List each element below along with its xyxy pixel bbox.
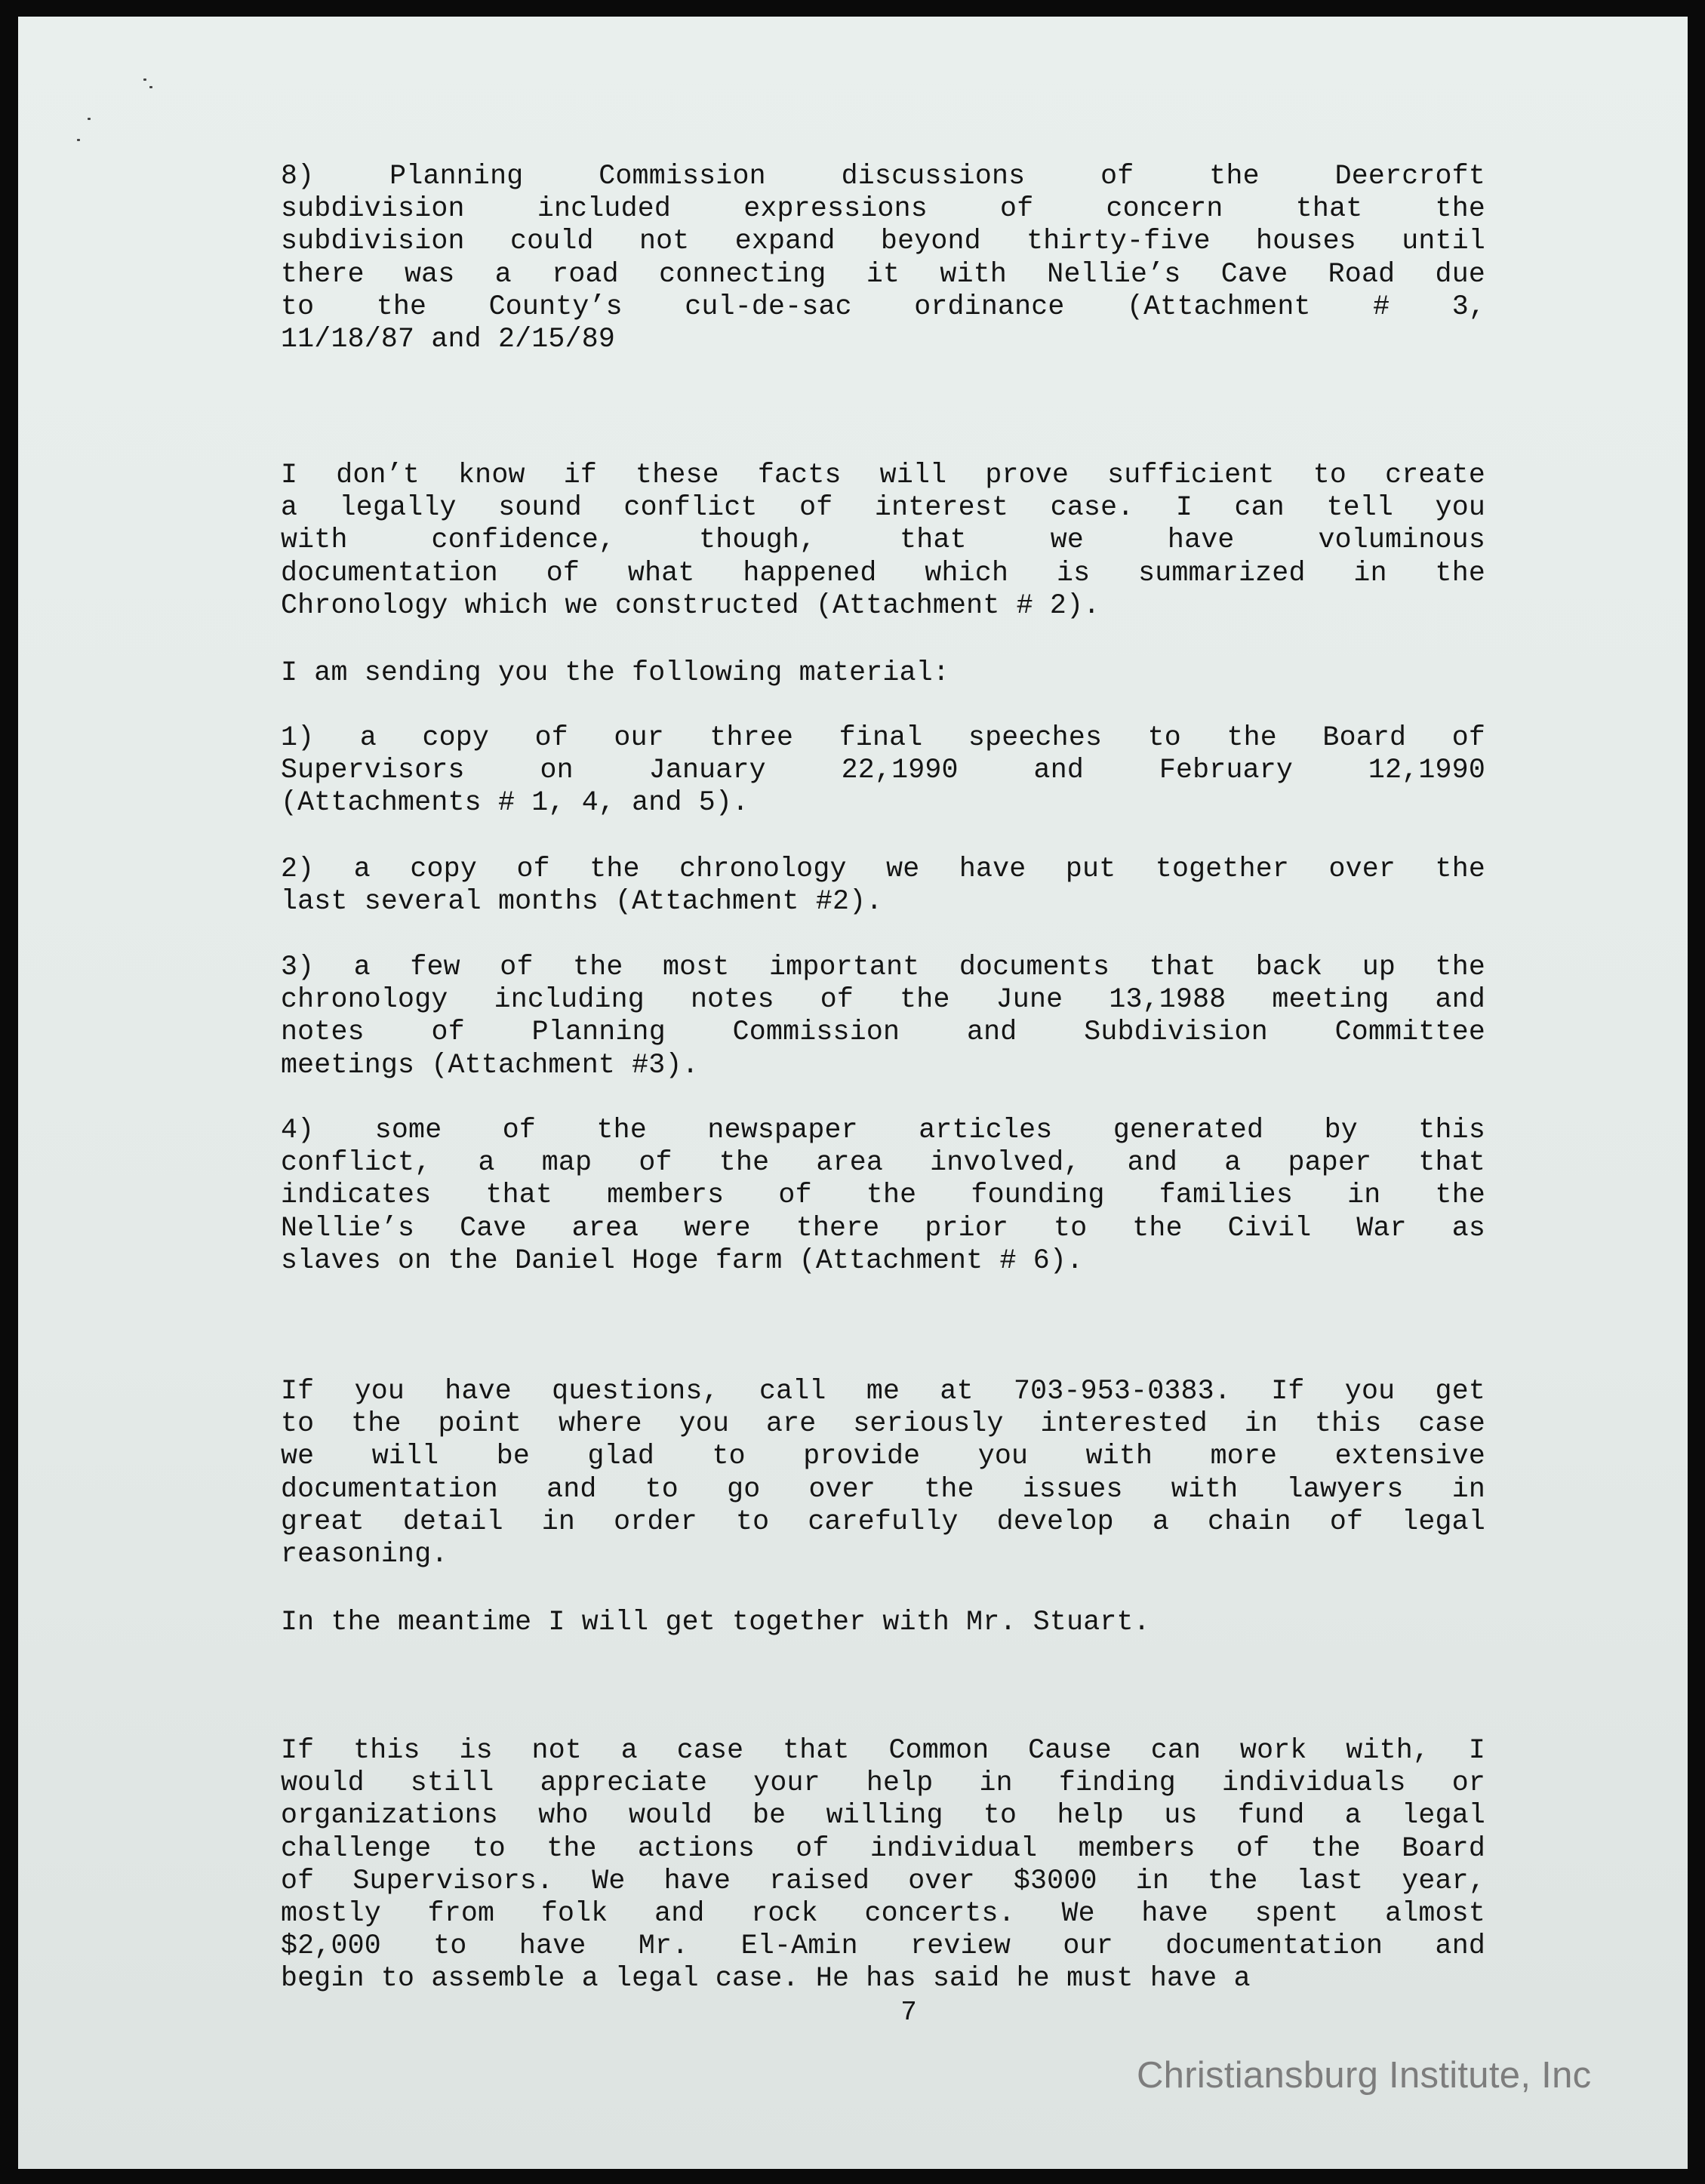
paragraph-common-cause bbox=[281, 1734, 1485, 1995]
paragraph-questions bbox=[281, 1375, 1485, 1570]
text-line: slaves on the Daniel Hoge farm (Attachment # 6). bbox=[281, 1244, 1084, 1276]
text-line: with confidence, though, that we have voluminous bbox=[281, 524, 1485, 556]
text-line: 3) a few of the most important documents that back up the bbox=[281, 952, 1485, 983]
text-line: If this is not a case that Common Cause can work with, I bbox=[281, 1735, 1485, 1766]
page-number: 7 bbox=[900, 1997, 917, 2028]
text-line: 1) a copy of our three final speeches to the Board of bbox=[281, 722, 1485, 753]
text-line: chronology including notes of the June 13,1988 meeting and bbox=[281, 984, 1485, 1016]
text-line: reasoning. bbox=[281, 1539, 448, 1570]
text-line: meetings (Attachment #3). bbox=[281, 1049, 699, 1081]
text-line: subdivision included expressions of concern that the bbox=[281, 193, 1485, 225]
text-line: would still appreciate your help in finding individuals or bbox=[281, 1767, 1485, 1799]
text-line: 4) some of the newspaper articles generated by this bbox=[281, 1115, 1485, 1146]
paragraph-item-2 bbox=[281, 853, 1485, 918]
text-line: great detail in order to carefully develop a chain of legal bbox=[281, 1506, 1485, 1537]
scan-speck bbox=[143, 78, 146, 81]
text-line: documentation and to go over the issues with lawyers in bbox=[281, 1473, 1485, 1505]
text-line: conflict, a map of the area involved, and a paper that bbox=[281, 1147, 1485, 1179]
text-line: begin to assemble a legal case. He has said he must have a bbox=[281, 1963, 1251, 1995]
text-line: to the County’s cul-de-sac ordinance (Attachment # 3, bbox=[281, 291, 1485, 322]
text-line: challenge to the actions of individual members of the Board bbox=[281, 1832, 1485, 1864]
text-line: 11/18/87 and 2/15/89 bbox=[281, 324, 616, 355]
text-line: $2,000 to have Mr. El-Amin review our documentation and bbox=[281, 1930, 1485, 1962]
paragraph-facts bbox=[281, 459, 1485, 622]
text-line: we will be glad to provide you with more extensive bbox=[281, 1441, 1485, 1472]
watermark: Christiansburg Institute, Inc bbox=[1137, 2055, 1592, 2096]
text-line: 2) a copy of the chronology we have put together over the bbox=[281, 854, 1485, 884]
paragraph-meantime bbox=[281, 1606, 1485, 1638]
scan-speck bbox=[88, 118, 91, 120]
text-line: Supervisors on January 22,1990 and February 12,1990 bbox=[281, 755, 1485, 786]
scan-speck bbox=[77, 139, 80, 141]
paragraph-sending bbox=[281, 657, 1485, 689]
paragraph-item-3 bbox=[281, 951, 1485, 1081]
text-line: last several months (Attachment #2). bbox=[281, 886, 883, 918]
text-line: Nellie’s Cave area were there prior to the Civil War as bbox=[281, 1212, 1485, 1244]
text-line: Chronology which we constructed (Attachment # 2). bbox=[281, 589, 1100, 621]
text-line: subdivision could not expand beyond thirty-five houses until bbox=[281, 226, 1485, 257]
text-line: documentation of what happened which is summarized in the bbox=[281, 557, 1485, 589]
document-page bbox=[18, 17, 1688, 2169]
text-line: there was a road connecting it with Nellie’s Cave Road due bbox=[281, 258, 1485, 290]
text-line: In the meantime I will get together with Mr. Stuart. bbox=[281, 1607, 1150, 1638]
text-line: notes of Planning Commission and Subdivision Committee bbox=[281, 1017, 1485, 1048]
paragraph-item-8 bbox=[281, 160, 1485, 355]
scan-speck bbox=[149, 86, 152, 88]
paragraph-item-4 bbox=[281, 1114, 1485, 1277]
text-line: indicates that members of the founding families in the bbox=[281, 1180, 1485, 1211]
text-line: to the point where you are seriously interested in this case bbox=[281, 1408, 1485, 1440]
text-line: I am sending you the following material: bbox=[281, 657, 950, 688]
text-line: 8) Planning Commission discussions of the Deercroft bbox=[281, 161, 1485, 192]
text-line: If you have questions, call me at 703-953-0383. If you get bbox=[281, 1376, 1485, 1407]
text-line: mostly from folk and rock concerts. We have spent almost bbox=[281, 1898, 1485, 1930]
text-line: I don’t know if these facts will prove sufficient to create bbox=[281, 460, 1485, 491]
text-line: of Supervisors. We have raised over $3000 in the last year, bbox=[281, 1865, 1485, 1896]
text-line: a legally sound conflict of interest case. I can tell you bbox=[281, 492, 1485, 524]
paragraph-item-1 bbox=[281, 721, 1485, 820]
text-line: organizations who would be willing to help us fund a legal bbox=[281, 1800, 1485, 1832]
text-line: (Attachments # 1, 4, and 5). bbox=[281, 787, 749, 819]
